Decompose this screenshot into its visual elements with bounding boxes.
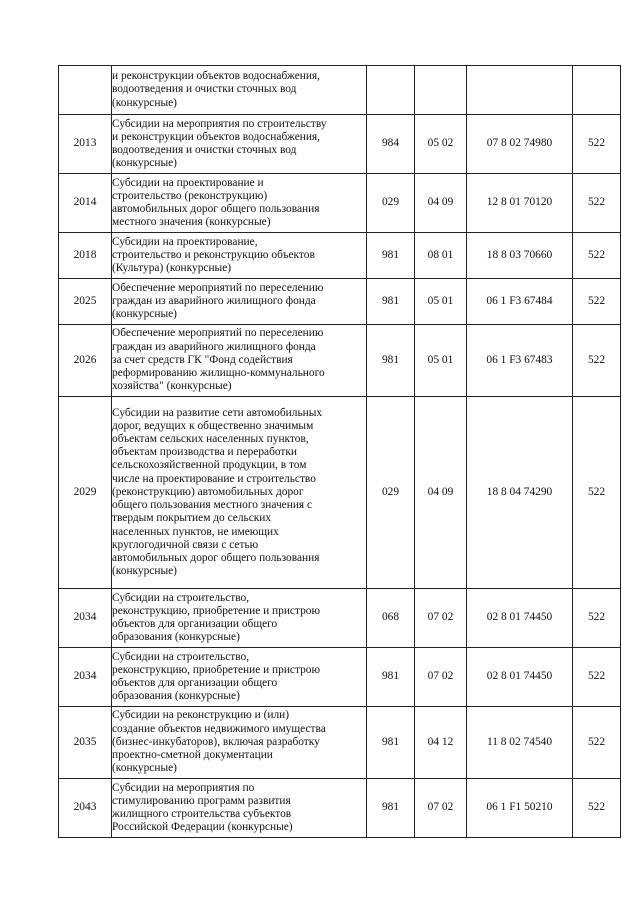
row-section-cell: [415, 589, 467, 648]
row-grbs-cell: [367, 779, 415, 838]
row-grbs: 981: [381, 248, 400, 261]
row-name: и реконструкции объектов водоснабжения, водоотведения и очистки сточных вод (конкурсные): [112, 70, 321, 109]
row-code: 2034: [73, 670, 97, 683]
row-grbs: 981: [381, 670, 400, 683]
row-section-cell: [415, 279, 467, 325]
row-csr: 07 8 02 74980: [486, 137, 553, 150]
row-name-cell: [112, 779, 367, 838]
row-section: 07 02: [427, 801, 454, 814]
row-section-cell: [415, 707, 467, 779]
table-body: [59, 66, 621, 838]
row-vr: 522: [587, 294, 606, 307]
row-section: 04 12: [427, 735, 454, 748]
row-code-cell: [59, 279, 112, 325]
row-name-cell: [112, 589, 367, 648]
row-code: 2014: [73, 196, 97, 209]
row-grbs: 068: [381, 611, 400, 624]
row-csr-cell: [467, 66, 573, 115]
row-csr: 02 8 01 74450: [486, 670, 553, 683]
table-row: [59, 707, 621, 779]
row-section-cell: [415, 115, 467, 174]
row-section-cell: [415, 66, 467, 115]
row-grbs-cell: [367, 589, 415, 648]
row-name-cell: [112, 279, 367, 325]
row-name-cell: [112, 115, 367, 174]
row-section-cell: [415, 325, 467, 397]
row-name-cell: [112, 174, 367, 233]
row-csr-cell: [467, 174, 573, 233]
row-name: Субсидии на мероприятия по стимулированию программ развития жилищного строительства субъектов Российской Федерации (конкурсные): [112, 781, 293, 834]
row-section: 04 09: [427, 485, 454, 498]
row-csr-cell: [467, 779, 573, 838]
row-name: Обеспечение мероприятий по переселению граждан из аварийного жилищного фонда (конкурсные): [112, 281, 324, 321]
row-grbs-cell: [367, 115, 415, 174]
row-grbs: 981: [381, 294, 400, 307]
row-vr: 522: [587, 196, 606, 209]
table-row: [59, 648, 621, 707]
row-name-cell: [112, 325, 367, 397]
row-name-cell: [112, 233, 367, 279]
row-code: 2035: [73, 735, 97, 748]
row-grbs-cell: [367, 648, 415, 707]
row-grbs: 984: [381, 137, 400, 150]
row-section-cell: [415, 233, 467, 279]
row-csr-cell: [467, 233, 573, 279]
row-csr-cell: [467, 115, 573, 174]
row-csr: 02 8 01 74450: [486, 611, 553, 624]
row-grbs: 029: [381, 196, 400, 209]
row-csr-cell: [467, 325, 573, 397]
row-name: Субсидии на мероприятия по строительству и реконструкции объектов водоснабжения, водоотведения и очистки сточных вод (конкурсные): [112, 117, 327, 170]
row-vr-cell: [573, 233, 621, 279]
row-csr: 18 8 03 70660: [486, 248, 553, 261]
row-section-cell: [415, 648, 467, 707]
row-csr-cell: [467, 648, 573, 707]
row-vr-cell: [573, 648, 621, 707]
row-csr: 18 8 04 74290: [486, 485, 553, 498]
row-csr: 12 8 01 70120: [486, 196, 553, 209]
row-name: Обеспечение мероприятий по переселению граждан из аварийного жилищного фонда за счет средств ГК "Фонд содействия реформированию жилищно-коммунального хозяйства" (конкурсные): [112, 327, 325, 393]
row-vr: 522: [587, 248, 606, 261]
row-section: 07 02: [427, 670, 454, 683]
row-name-cell: [112, 397, 367, 589]
row-code-cell: [59, 115, 112, 174]
row-grbs-cell: [367, 174, 415, 233]
row-code: 2025: [73, 294, 97, 307]
table-row: [59, 397, 621, 589]
row-section-cell: [415, 174, 467, 233]
row-vr-cell: [573, 589, 621, 648]
row-code-cell: [59, 174, 112, 233]
row-vr: 522: [587, 137, 606, 150]
budget-table: [58, 65, 621, 838]
row-name: Субсидии на реконструкцию и (или) создание объектов недвижимого имущества (бизнес-инкубаторов), включая разработку проектно-сметной документации (конкурсные): [112, 709, 326, 775]
row-name: Субсидии на развитие сети автомобильных дорог, ведущих к общественно значимым объектам сельских населенных пунктов, объектам производства и переработки сельскохозяйственной продукции, в том числе на проектирование и строительство (реконструкцию) автомобильных дорог общего пользования местного значения с твердым покрытием до сельских населенных пунктов, не имеющих круглогодичной связи с сетью автомобильных дорог общего пользования (конкурсные): [112, 406, 323, 578]
row-grbs-cell: [367, 397, 415, 589]
row-code-cell: [59, 233, 112, 279]
row-code-cell: [59, 66, 112, 115]
row-vr: 522: [587, 735, 606, 748]
row-code: 2026: [73, 353, 97, 366]
row-csr: 06 1 F3 67483: [486, 353, 553, 366]
row-code-cell: [59, 325, 112, 397]
row-code: 2034: [73, 611, 97, 624]
row-name-cell: [112, 707, 367, 779]
row-code: 2043: [73, 801, 97, 814]
row-grbs-cell: [367, 325, 415, 397]
row-csr-cell: [467, 707, 573, 779]
row-vr-cell: [573, 279, 621, 325]
row-code-cell: [59, 397, 112, 589]
row-vr-cell: [573, 325, 621, 397]
row-vr: 522: [587, 611, 606, 624]
row-vr-cell: [573, 66, 621, 115]
row-section: 05 01: [427, 294, 454, 307]
row-section: 08 01: [427, 248, 454, 261]
row-vr: 522: [587, 485, 606, 498]
row-code-cell: [59, 707, 112, 779]
table-row: [59, 279, 621, 325]
row-section: 05 02: [427, 137, 454, 150]
row-name-cell: [112, 66, 367, 115]
row-name-cell: [112, 648, 367, 707]
row-section-cell: [415, 397, 467, 589]
table-row: [59, 589, 621, 648]
table-row: [59, 66, 621, 115]
row-code-cell: [59, 648, 112, 707]
row-name: Субсидии на проектирование, строительство и реконструкцию объектов (Культура) (конкурсные): [112, 235, 315, 275]
row-section: 05 01: [427, 353, 454, 366]
row-code: 2013: [73, 137, 97, 150]
row-code: 2029: [73, 485, 97, 498]
row-vr: 522: [587, 670, 606, 683]
row-vr-cell: [573, 174, 621, 233]
row-grbs: 029: [381, 485, 400, 498]
row-grbs: 981: [381, 735, 400, 748]
row-code: 2018: [73, 248, 97, 261]
row-grbs-cell: [367, 279, 415, 325]
row-section: 07 02: [427, 611, 454, 624]
table-row: [59, 779, 621, 838]
table-row: [59, 325, 621, 397]
row-section-cell: [415, 779, 467, 838]
row-csr: 06 1 F1 50210: [486, 801, 553, 814]
row-grbs-cell: [367, 707, 415, 779]
row-vr-cell: [573, 707, 621, 779]
row-name: Субсидии на строительство, реконструкцию, приобретение и пристрою объектов для организации общего образования (конкурсные): [112, 591, 321, 644]
row-grbs-cell: [367, 66, 415, 115]
row-csr-cell: [467, 279, 573, 325]
row-code-cell: [59, 779, 112, 838]
table-row: [59, 174, 621, 233]
row-grbs-cell: [367, 233, 415, 279]
row-grbs: 981: [381, 801, 400, 814]
table-row: [59, 233, 621, 279]
row-name: Субсидии на строительство, реконструкцию, приобретение и пристрою объектов для организации общего образования (конкурсные): [112, 650, 321, 703]
row-name: Субсидии на проектирование и строительство (реконструкцию) автомобильных дорог общего пользования местного значения (конкурсные): [112, 176, 320, 229]
row-vr-cell: [573, 779, 621, 838]
row-csr: 11 8 02 74540: [486, 735, 553, 748]
row-code-cell: [59, 589, 112, 648]
row-csr: 06 1 F3 67484: [486, 294, 553, 307]
table-row: [59, 115, 621, 174]
row-vr: 522: [587, 801, 606, 814]
row-vr: 522: [587, 353, 606, 366]
row-vr-cell: [573, 397, 621, 589]
row-vr-cell: [573, 115, 621, 174]
row-csr-cell: [467, 397, 573, 589]
row-section: 04 09: [427, 196, 454, 209]
row-grbs: 981: [381, 353, 400, 366]
row-csr-cell: [467, 589, 573, 648]
